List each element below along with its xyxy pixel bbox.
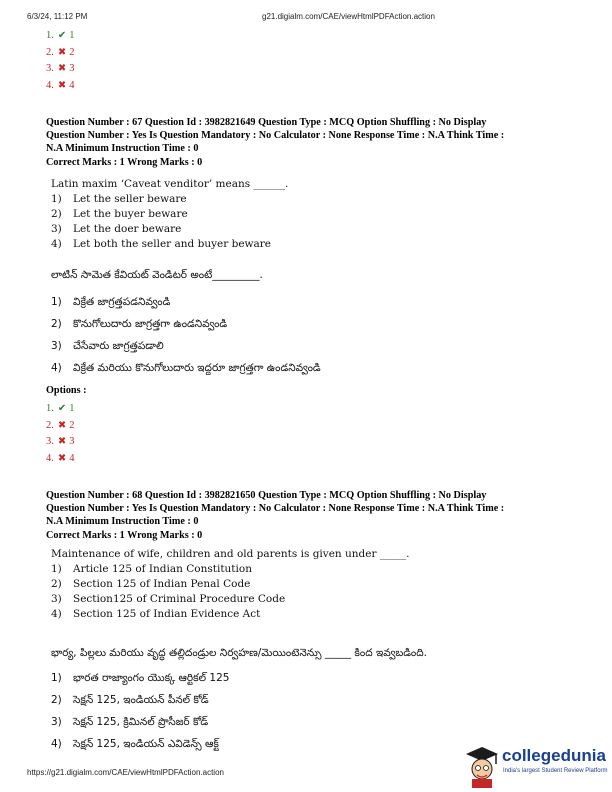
header-line: Question Number : Yes Is Question Mandatory : No Calculator : None Response Time : N.A Think Time : (46, 503, 505, 514)
option-number: 1) (51, 672, 62, 684)
option-number: 1) (51, 193, 62, 205)
question-68-header (46, 489, 576, 528)
question-option (51, 689, 427, 711)
question-text: Maintenance of wife, children and old parents is given under _____. (51, 548, 410, 560)
option-value: 3 (69, 436, 75, 448)
cross-icon: ✖ (57, 46, 67, 58)
option-number: 3) (51, 340, 62, 352)
question-option (51, 711, 427, 733)
option-number: 4) (51, 738, 62, 750)
header-line: N.A Minimum Instruction Time : 0 (46, 516, 199, 527)
option-number: 2. (46, 46, 54, 58)
brand-name: collegedunia (502, 746, 606, 765)
option-number: 2) (51, 208, 62, 220)
option-number: 3. (46, 436, 54, 448)
option-number: 3) (51, 593, 62, 605)
brand-tagline: India's largest Student Review Platform (503, 768, 608, 774)
option-value: 2 (69, 419, 75, 431)
option-number: 2. (46, 419, 54, 431)
option-number: 4. (46, 79, 54, 91)
option-number: 4. (46, 452, 54, 464)
options-label: Options : (46, 385, 87, 396)
option-number: 3. (46, 63, 54, 75)
option-item (46, 61, 75, 78)
option-text: సెక్షన్ 125, ఇండియన్ ఎవిడెన్స్ ఆక్ట్ (73, 738, 219, 750)
question-option (51, 607, 409, 622)
question-67-answer-options (46, 401, 75, 467)
question-68-english (51, 547, 409, 622)
option-text: భారత రాజ్యాంగం యొక్క ఆర్టికల్ 125 (73, 672, 230, 684)
option-number: 4) (51, 362, 62, 374)
cross-icon: ✖ (57, 452, 67, 464)
question-option (51, 562, 409, 577)
question-text: భార్య, పిల్లలు మరియు వృద్ధ తల్లిదండ్రుల నిర్వహణ/మెయింటెనెన్సు _____ కింద ఇవ్వబడింది. (51, 647, 427, 659)
option-number: 2) (51, 694, 62, 706)
option-number: 4) (51, 608, 62, 620)
question-67-telugu (51, 265, 321, 379)
option-text: Let the seller beware (73, 193, 187, 205)
print-url: g21.digialm.com/CAE/viewHtmlPDFAction.action (262, 12, 435, 21)
check-icon: ✔ (57, 30, 67, 42)
option-item (46, 78, 75, 95)
question-text: Latin maxim ‘Caveat venditor’ means ______. (51, 178, 289, 190)
question-option (51, 667, 427, 689)
question-option (51, 733, 427, 755)
question-68-telugu (51, 643, 427, 755)
question-option (51, 192, 288, 207)
option-value: 4 (69, 452, 75, 464)
option-text: విక్రేత జాగ్రత్తపడనివ్వండి (73, 296, 171, 308)
option-item (46, 434, 75, 451)
option-text: చేసేవారు జాగ్రత్తపడాలి (73, 340, 164, 352)
previous-options-list (46, 28, 75, 94)
option-value: 1 (69, 30, 75, 42)
option-number: 1. (46, 30, 54, 42)
option-item (46, 28, 75, 45)
option-text: కొనుగోలుదారు జాగ్రత్తగా ఉండనివ్వండి (73, 318, 228, 330)
header-line: Question Number : 67 Question Id : 3982821649 Question Type : MCQ Option Shuffling : No Display (46, 117, 487, 128)
question-option (51, 207, 288, 222)
option-item (46, 451, 75, 468)
option-item (46, 45, 75, 62)
header-line: Question Number : 68 Question Id : 3982821650 Question Type : MCQ Option Shuffling : No Display (46, 490, 487, 501)
cross-icon: ✖ (57, 63, 67, 75)
question-option (51, 222, 288, 237)
header-line: Question Number : Yes Is Question Mandatory : No Calculator : None Response Time : N.A Think Time : (46, 130, 505, 141)
option-number: 4) (51, 238, 62, 250)
option-text: Let the buyer beware (73, 208, 188, 220)
question-option (51, 577, 409, 592)
option-value: 4 (69, 79, 75, 91)
check-icon: ✔ (57, 403, 67, 415)
question-text: లాటిన్ సామెత కేవియట్ వెండిటర్ అంటే_________. (51, 269, 263, 281)
option-text: Section 125 of Indian Evidence Act (73, 608, 261, 620)
option-item (46, 401, 75, 418)
question-option (51, 335, 321, 357)
option-text: Article 125 of Indian Constitution (73, 563, 252, 575)
header-line: N.A Minimum Instruction Time : 0 (46, 143, 199, 154)
question-67-header (46, 116, 576, 155)
collegedunia-logo (462, 744, 612, 790)
option-text: విక్రేత మరియు కొనుగోలుదారు ఇద్దరూ జాగ్రత్తగా ఉండనివ్వండి (73, 362, 321, 374)
print-datetime: 6/3/24, 11:12 PM (27, 12, 88, 21)
mascot-icon (462, 744, 500, 788)
option-number: 2) (51, 578, 62, 590)
question-option (51, 237, 288, 252)
option-text: Let the doer beware (73, 223, 182, 235)
option-text: Section 125 of Indian Penal Code (73, 578, 251, 590)
option-text: Let both the seller and buyer beware (73, 238, 272, 250)
option-number: 2) (51, 318, 62, 330)
option-number: 1. (46, 403, 54, 415)
option-value: 1 (69, 403, 75, 415)
question-67-english (51, 177, 288, 252)
question-67-marks: Correct Marks : 1 Wrong Marks : 0 (46, 157, 203, 168)
option-text: సెక్షన్ 125, క్రిమినల్ ప్రొసీజర్ కోడ్ (73, 716, 209, 728)
option-number: 1) (51, 296, 62, 308)
question-option (51, 313, 321, 335)
option-value: 2 (69, 46, 75, 58)
option-number: 1) (51, 563, 62, 575)
option-text: సెక్షన్ 125, ఇండియన్ పీనల్ కోడ్ (73, 694, 209, 706)
option-item (46, 418, 75, 435)
question-68-marks: Correct Marks : 1 Wrong Marks : 0 (46, 530, 203, 541)
option-text: Section125 of Criminal Procedure Code (73, 593, 286, 605)
cross-icon: ✖ (57, 79, 67, 91)
option-number: 3) (51, 716, 62, 728)
option-value: 3 (69, 63, 75, 75)
cross-icon: ✖ (57, 436, 67, 448)
question-option (51, 592, 409, 607)
question-option (51, 291, 321, 313)
footer-url: https://g21.digialm.com/CAE/viewHtmlPDFAction.action (27, 768, 224, 777)
cross-icon: ✖ (57, 419, 67, 431)
option-number: 3) (51, 223, 62, 235)
question-option (51, 357, 321, 379)
